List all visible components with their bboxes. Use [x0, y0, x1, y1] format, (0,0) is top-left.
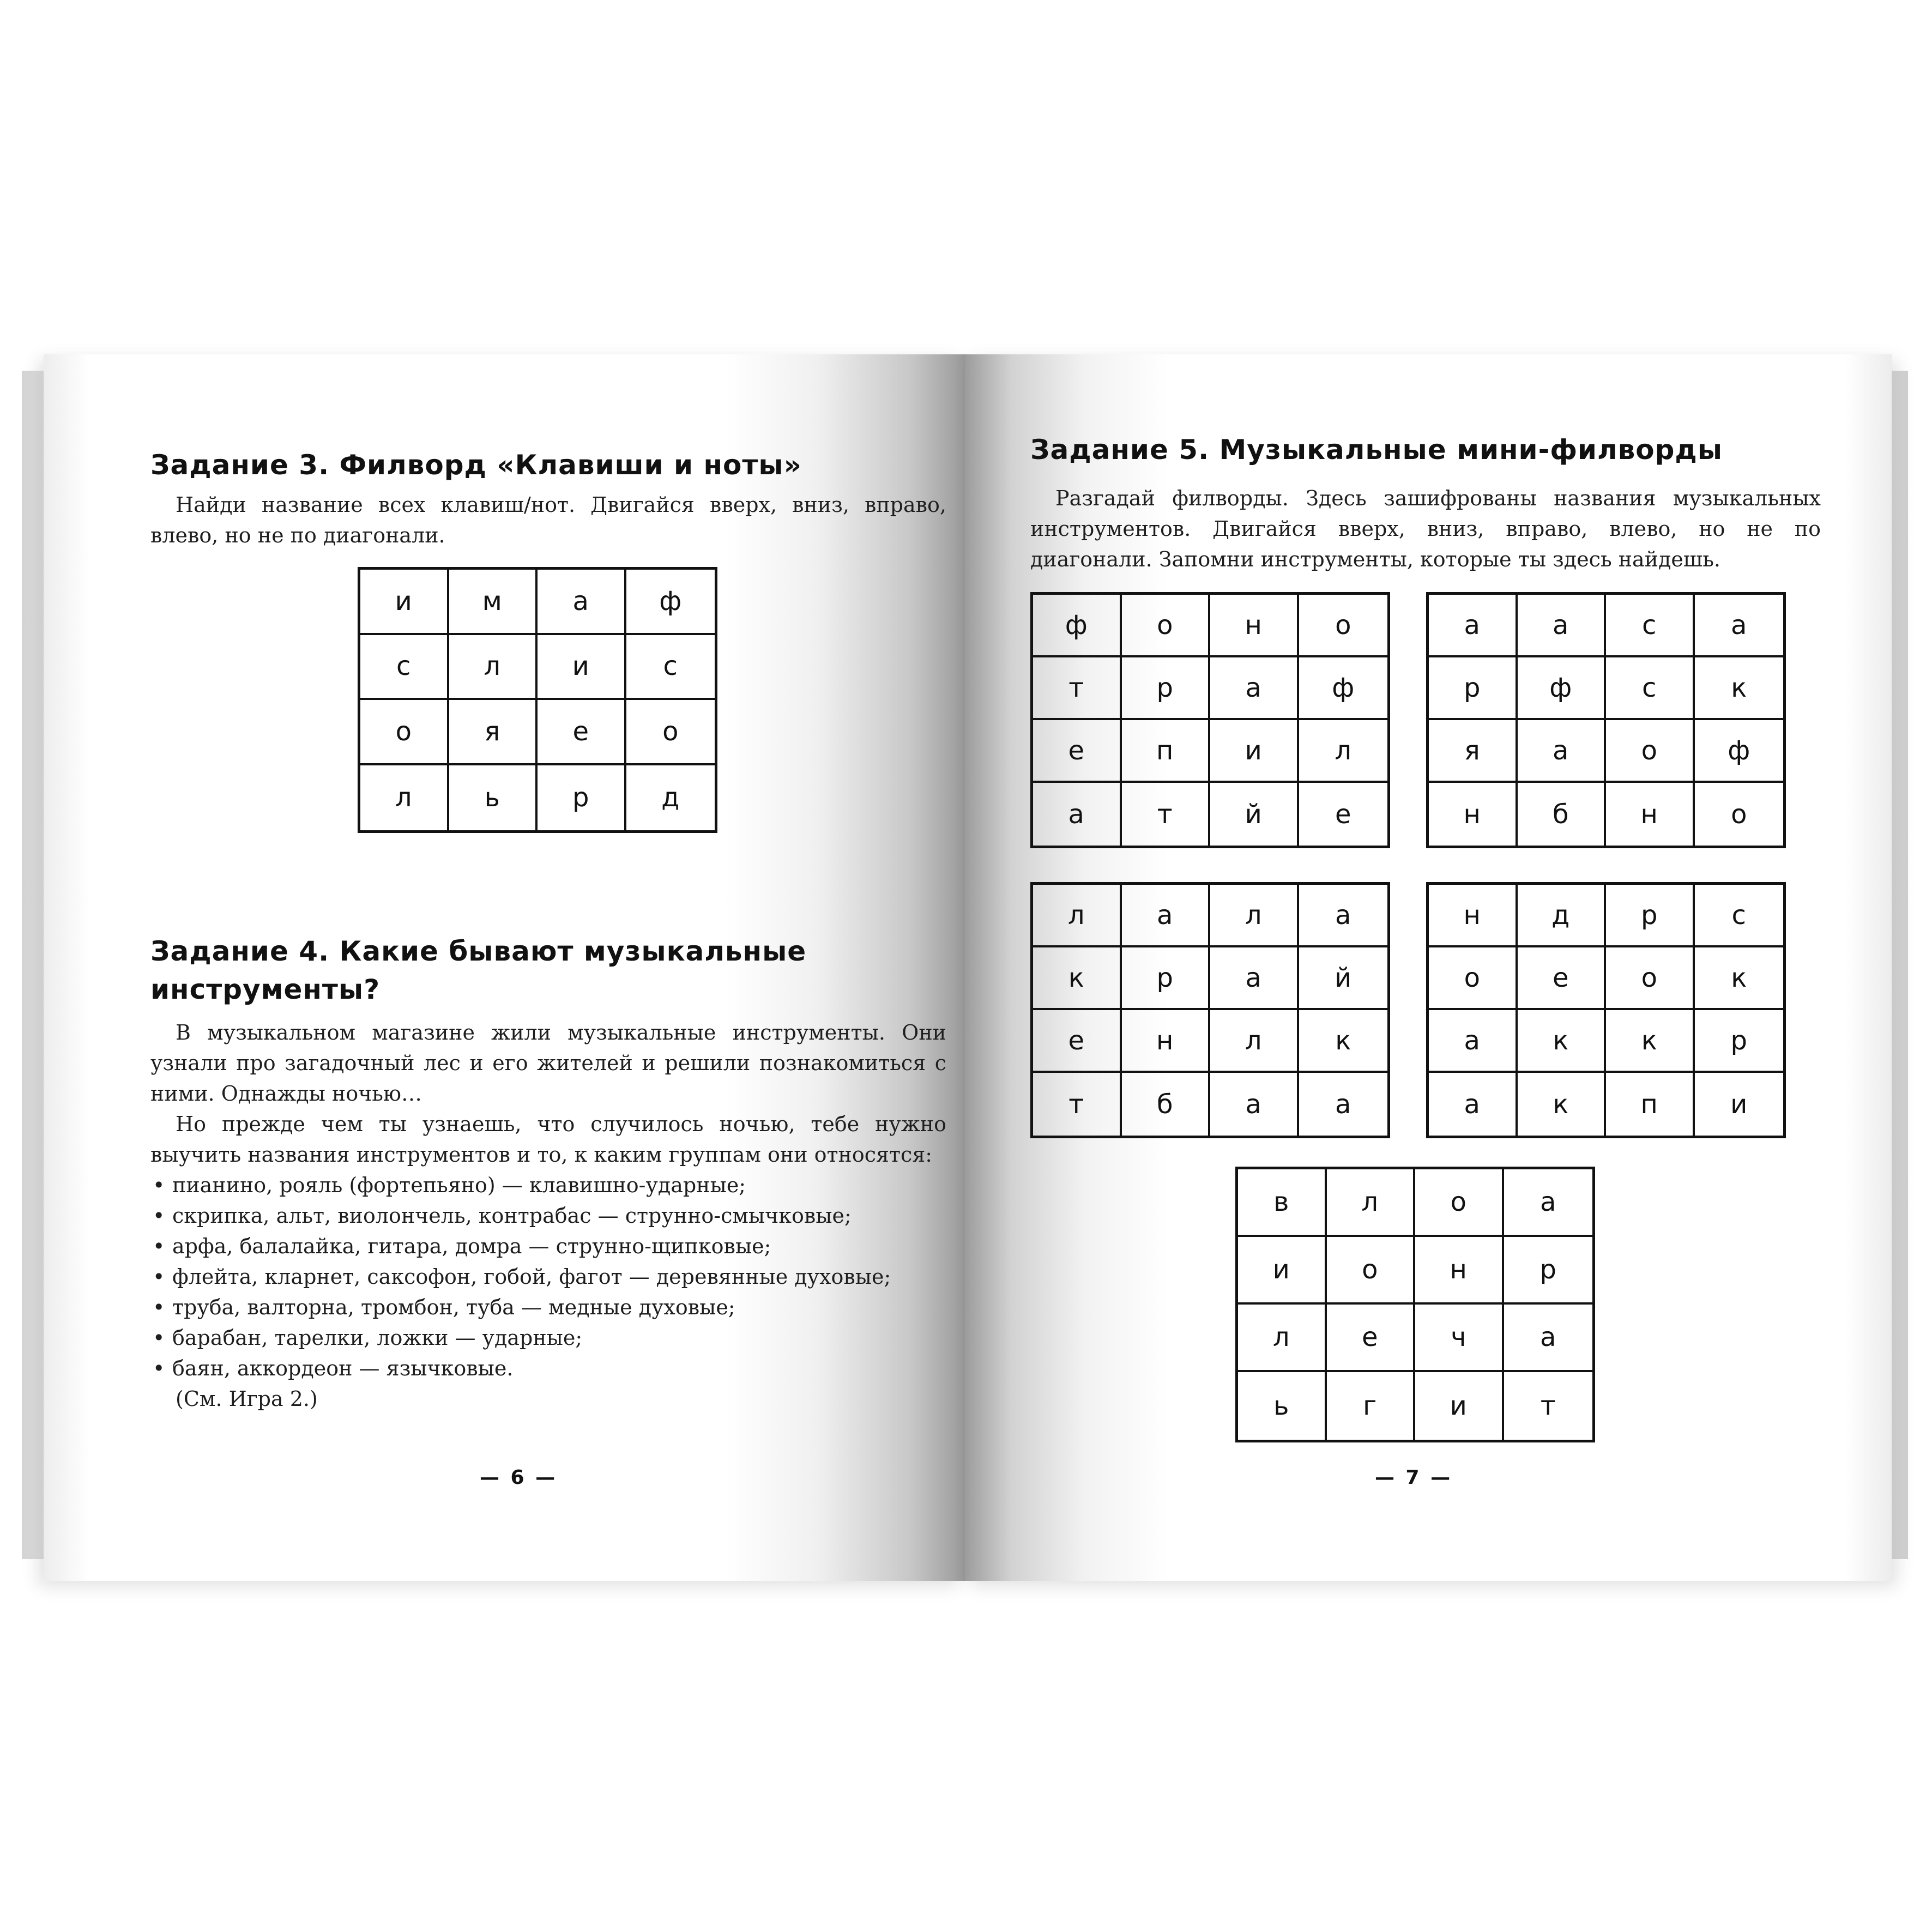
grid-cell: а: [1210, 1073, 1299, 1136]
grid-cell: а: [1518, 720, 1607, 783]
grid-cell: р: [1504, 1237, 1593, 1305]
grid-cell: к: [1695, 657, 1784, 720]
task4-paragraph1: В музыкальном магазине жили музыкальные инструменты. Они узнали про загадочный лес и его жителей и решили познакомиться с ними. Однажды ночью…: [150, 1021, 946, 1106]
grid-cell: о: [1299, 595, 1388, 657]
grid-cell: р: [538, 765, 626, 831]
grid-cell: о: [1327, 1237, 1416, 1305]
grid-cell: и: [1210, 720, 1299, 783]
grid-cell: т: [1033, 657, 1122, 720]
instrument-groups-list: [150, 1170, 946, 1384]
grid-cell: к: [1606, 1010, 1695, 1073]
grid-cell: ф: [1033, 595, 1122, 657]
task5-title: Задание 5. Музыкальные мини-филворды: [1030, 434, 1723, 466]
grid-cell: а: [1504, 1305, 1593, 1372]
grid-cell: ф: [626, 570, 715, 635]
grid-cell: с: [1695, 885, 1784, 947]
grid-cell: а: [538, 570, 626, 635]
grid-cell: л: [1238, 1305, 1327, 1372]
grid-cell: и: [360, 570, 449, 635]
grid-cell: а: [1299, 885, 1388, 947]
page-number-right: — 7 —: [1375, 1466, 1453, 1489]
grid-cell: д: [661, 782, 680, 813]
grid-cell: н: [1415, 1237, 1504, 1305]
mini-filword-grid-2: [1426, 592, 1786, 848]
task4-paragraph2: Но прежде чем ты узнаешь, что случилось ночью, тебе нужно выучить названия инструментов и то, к каким группам они относятся:: [150, 1112, 946, 1167]
list-item: • пианино, рояль (фортепьяно) — клавишно-ударные;: [150, 1170, 946, 1200]
task4-note: (См. Игра 2.): [176, 1387, 318, 1411]
grid-cell: л: [1210, 1010, 1299, 1073]
grid-cell: б: [1518, 783, 1607, 846]
grid-cell: и: [1415, 1372, 1504, 1440]
grid-cell: т: [1540, 1391, 1556, 1421]
grid-cell: т: [1033, 1073, 1122, 1136]
grid-cell: к: [1033, 947, 1122, 1010]
task5-instruction: [1030, 483, 1821, 575]
grid-cell: п: [1606, 1073, 1695, 1136]
grid-cell: л: [1299, 720, 1388, 783]
grid-cell: р: [1122, 657, 1211, 720]
task3-title: Задание 3. Филворд «Клавиши и ноты»: [150, 449, 802, 481]
grid-cell: ф: [1299, 657, 1388, 720]
grid-cell: е: [1033, 1010, 1122, 1073]
grid-cell: о: [1731, 799, 1747, 830]
task4-body: [150, 1017, 946, 1414]
mini-filword-grid-1: [1030, 592, 1390, 848]
grid-cell: о: [1415, 1169, 1504, 1237]
page-number-left: — 6 —: [480, 1466, 558, 1489]
grid-cell: н: [1606, 783, 1695, 846]
grid-cell: е: [1033, 720, 1122, 783]
grid-cell: а: [1429, 595, 1518, 657]
grid-cell: ч: [1415, 1305, 1504, 1372]
mini-filword-grid-3: [1030, 882, 1390, 1138]
grid-cell: с: [626, 635, 715, 701]
grid-cell: с: [1606, 657, 1695, 720]
grid-cell: й: [1299, 947, 1388, 1010]
grid-cell: к: [1299, 1010, 1388, 1073]
grid-cell: ф: [1695, 720, 1784, 783]
task3-instruction: [150, 490, 946, 551]
grid-cell: в: [1238, 1169, 1327, 1237]
grid-cell: л: [1210, 885, 1299, 947]
grid-cell: р: [1695, 1010, 1784, 1073]
grid-cell: м: [449, 570, 538, 635]
grid-cell: о: [626, 700, 715, 765]
task4-title: Задание 4. Какие бывают музыкальные инструменты?: [150, 935, 807, 1005]
grid-cell: е: [538, 700, 626, 765]
grid-cell: е: [1327, 1305, 1416, 1372]
grid-cell: о: [1122, 595, 1211, 657]
task3-instruction-text: Найди название всех клавиш/нот. Двигайся вверх, вниз, вправо, влево, но не по диагонали.: [150, 493, 946, 547]
grid-cell: о: [360, 700, 449, 765]
grid-cell: и: [1238, 1237, 1327, 1305]
grid-cell: л: [1327, 1169, 1416, 1237]
grid-cell: к: [1518, 1073, 1607, 1136]
grid-cell: н: [1429, 783, 1518, 846]
grid-cell: с: [360, 635, 449, 701]
grid-cell: и: [538, 635, 626, 701]
grid-cell: н: [1210, 595, 1299, 657]
list-item: • баян, аккордеон — язычковые.: [150, 1353, 946, 1384]
list-item: • флейта, кларнет, саксофон, гобой, фагот — деревянные духовые;: [150, 1261, 946, 1292]
list-item: • скрипка, альт, виолончель, контрабас — струнно-смычковые;: [150, 1200, 946, 1231]
grid-cell: а: [1429, 1073, 1518, 1136]
list-item: • барабан, тарелки, ложки — ударные;: [150, 1323, 946, 1353]
grid-cell: а: [1504, 1169, 1593, 1237]
grid-cell: а: [1122, 885, 1211, 947]
grid-cell: н: [1429, 885, 1518, 947]
grid-cell: а: [1429, 1010, 1518, 1073]
mini-filword-grid-5: [1235, 1167, 1595, 1442]
grid-cell: т: [1122, 783, 1211, 846]
grid-cell: р: [1606, 885, 1695, 947]
grid-cell: д: [1518, 885, 1607, 947]
grid-cell: а: [1210, 657, 1299, 720]
left-page: [44, 354, 965, 1581]
grid-cell: н: [1122, 1010, 1211, 1073]
grid-cell: с: [1606, 595, 1695, 657]
mini-filword-grid-4: [1426, 882, 1786, 1138]
grid-cell: п: [1122, 720, 1211, 783]
grid-cell: л: [1033, 885, 1122, 947]
grid-cell: л: [449, 635, 538, 701]
grid-cell: ь: [1238, 1372, 1327, 1440]
grid-cell: ь: [449, 765, 538, 831]
grid-cell: я: [449, 700, 538, 765]
grid-cell: е: [1335, 799, 1351, 830]
grid-cell: р: [1429, 657, 1518, 720]
grid-cell: о: [1606, 720, 1695, 783]
task3-filword-grid: [358, 567, 717, 833]
grid-cell: о: [1429, 947, 1518, 1010]
grid-cell: г: [1327, 1372, 1416, 1440]
grid-cell: о: [1606, 947, 1695, 1010]
grid-cell: к: [1695, 947, 1784, 1010]
grid-cell: б: [1122, 1073, 1211, 1136]
grid-cell: л: [360, 765, 449, 831]
grid-cell: к: [1518, 1010, 1607, 1073]
grid-cell: е: [1518, 947, 1607, 1010]
grid-cell: я: [1429, 720, 1518, 783]
list-item: • труба, валторна, тромбон, туба — медные духовые;: [150, 1292, 946, 1323]
grid-cell: а: [1210, 947, 1299, 1010]
grid-cell: ф: [1518, 657, 1607, 720]
grid-cell: р: [1122, 947, 1211, 1010]
list-item: • арфа, балалайка, гитара, домра — струнно-щипковые;: [150, 1231, 946, 1261]
grid-cell: и: [1730, 1089, 1748, 1120]
task5-instruction-text: Разгадай филворды. Здесь зашифрованы названия музыкальных инструментов. Двигайся вверх, вниз, вправо, влево, но не по диагонали. Запомни инструменты, которые ты здесь найдешь.: [1030, 486, 1821, 571]
grid-cell: й: [1210, 783, 1299, 846]
grid-cell: а: [1695, 595, 1784, 657]
grid-cell: а: [1335, 1089, 1351, 1120]
right-page: [965, 354, 1892, 1581]
grid-cell: а: [1518, 595, 1607, 657]
grid-cell: а: [1033, 783, 1122, 846]
